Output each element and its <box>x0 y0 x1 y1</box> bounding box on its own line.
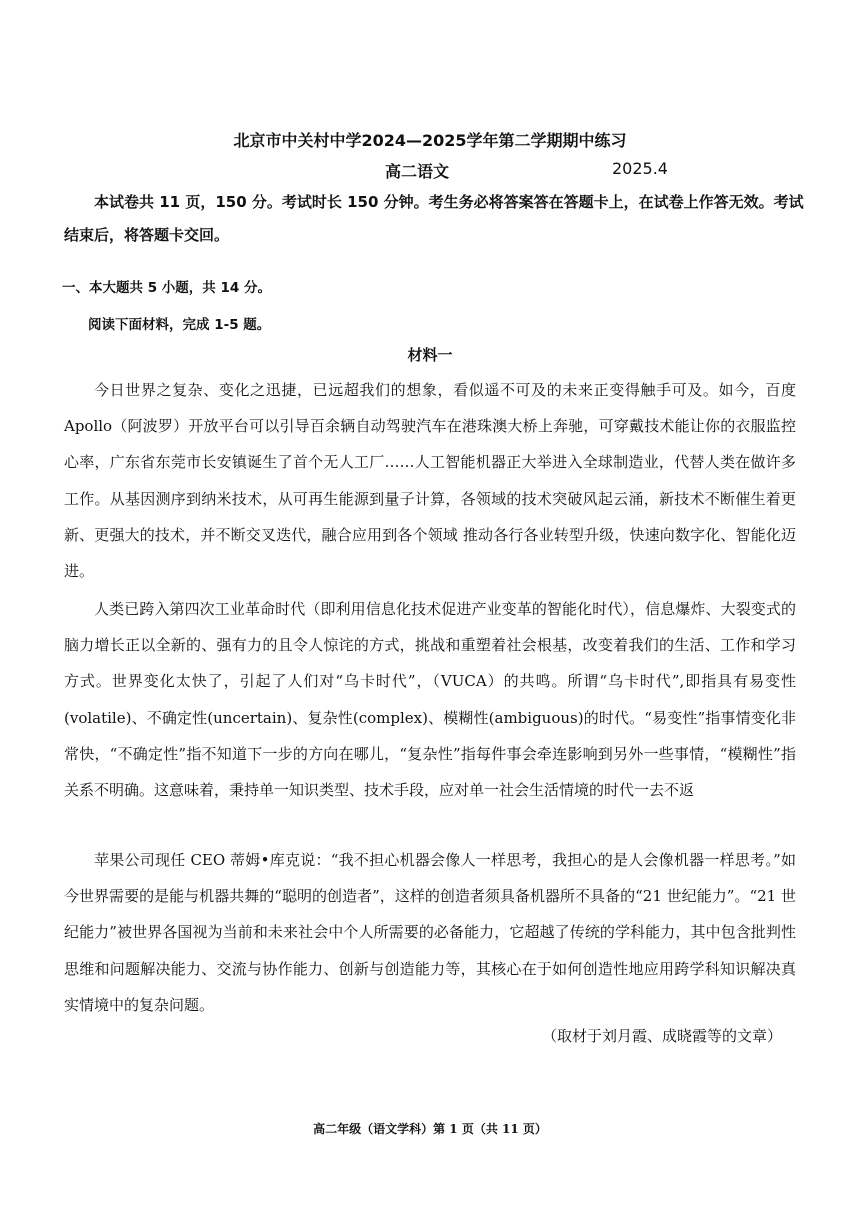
material-paragraph-1: 今日世界之复杂、变化之迅捷，已远超我们的想象，看似遥不可及的未来正变得触手可及。如今，百度 Apollo（阿波罗）开放平台可以引导百余辆自动驾驶汽车在港珠澳大桥上奔驰，可穿戴技术能让你的衣服监控心率，广东省东莞市长安镇诞生了首个无人工厂……人工智能机器正大举进入全球制造业，代替人类在做许多工作。从基因测序到纳米技术，从可再生能源到量子计算，各领域的技术突破风起云涌，新技术不断催生着更新、更强大的技术，并不断交叉迭代，融合应用到各个领域 推动各行各业转型升级，快速向数字化、智能化迈进。 <box>64 381 796 581</box>
material-source: （取材于刘月霞、成晓霞等的文章） <box>541 1027 782 1045</box>
section-instruction: 阅读下面材料，完成 1-5 题。 <box>88 317 271 333</box>
exam-date: 2025.4 <box>612 159 668 178</box>
exam-title: 北京市中关村中学2024—2025学年第二学期期中练习 <box>233 131 627 150</box>
section-heading: 一、本大题共 5 小题，共 14 分。 <box>62 280 271 296</box>
page-footer: 高二年级（语文学科）第 1 页（共 11 页） <box>313 1122 547 1136</box>
material-title: 材料一 <box>407 346 453 364</box>
exam-notice: 本试卷共 11 页，150 分。考试时长 150 分钟。考生务必将答案答在答题卡上，在试卷上作答无效。考试结束后，将答题卡交回。 <box>64 193 804 244</box>
material-paragraph-3: 苹果公司现任 CEO 蒂姆•库克说：“我不担心机器会像人一样思考，我担心的是人会像机器一样思考。”如今世界需要的是能与机器共舞的“聪明的创造者”，这样的创造者须具备机器所不具备的“21 世纪能力”。“21 世纪能力”被世界各国视为当前和未来社会中个人所需要的必备能力，它超越了传统的学科能力，其中包含批判性思维和问题解决能力、交流与协作能力、创新与创造能力等，其核心在于如何创造性地应用跨学科知识解决真实情境中的复杂问题。 <box>64 851 796 1014</box>
subject-label: 高二语文 <box>385 162 450 181</box>
material-paragraph-2: 人类已跨入第四次工业革命时代（即利用信息化技术促进产业变革的智能化时代），信息爆炸、大裂变式的脑力增长正以全新的、强有力的且令人惊诧的方式，挑战和重塑着社会根基，改变着我们的生活、工作和学习方式。世界变化太快了，引起了人们对“乌卡时代”，（VUCA）的共鸣。所谓“乌卡时代”,即指具有易变性(volatile)、不确定性(uncertain)、复杂性(complex)、模糊性(ambiguous)的时代。“易变性”指事情变化非常快，“不确定性”指不知道下一步的方向在哪儿，“复杂性”指每件事会牵连影响到另外一些事情，“模糊性”指关系不明确。这意味着，秉持单一知识类型、技术手段，应对单一社会生活情境的时代一去不返 <box>64 600 796 800</box>
